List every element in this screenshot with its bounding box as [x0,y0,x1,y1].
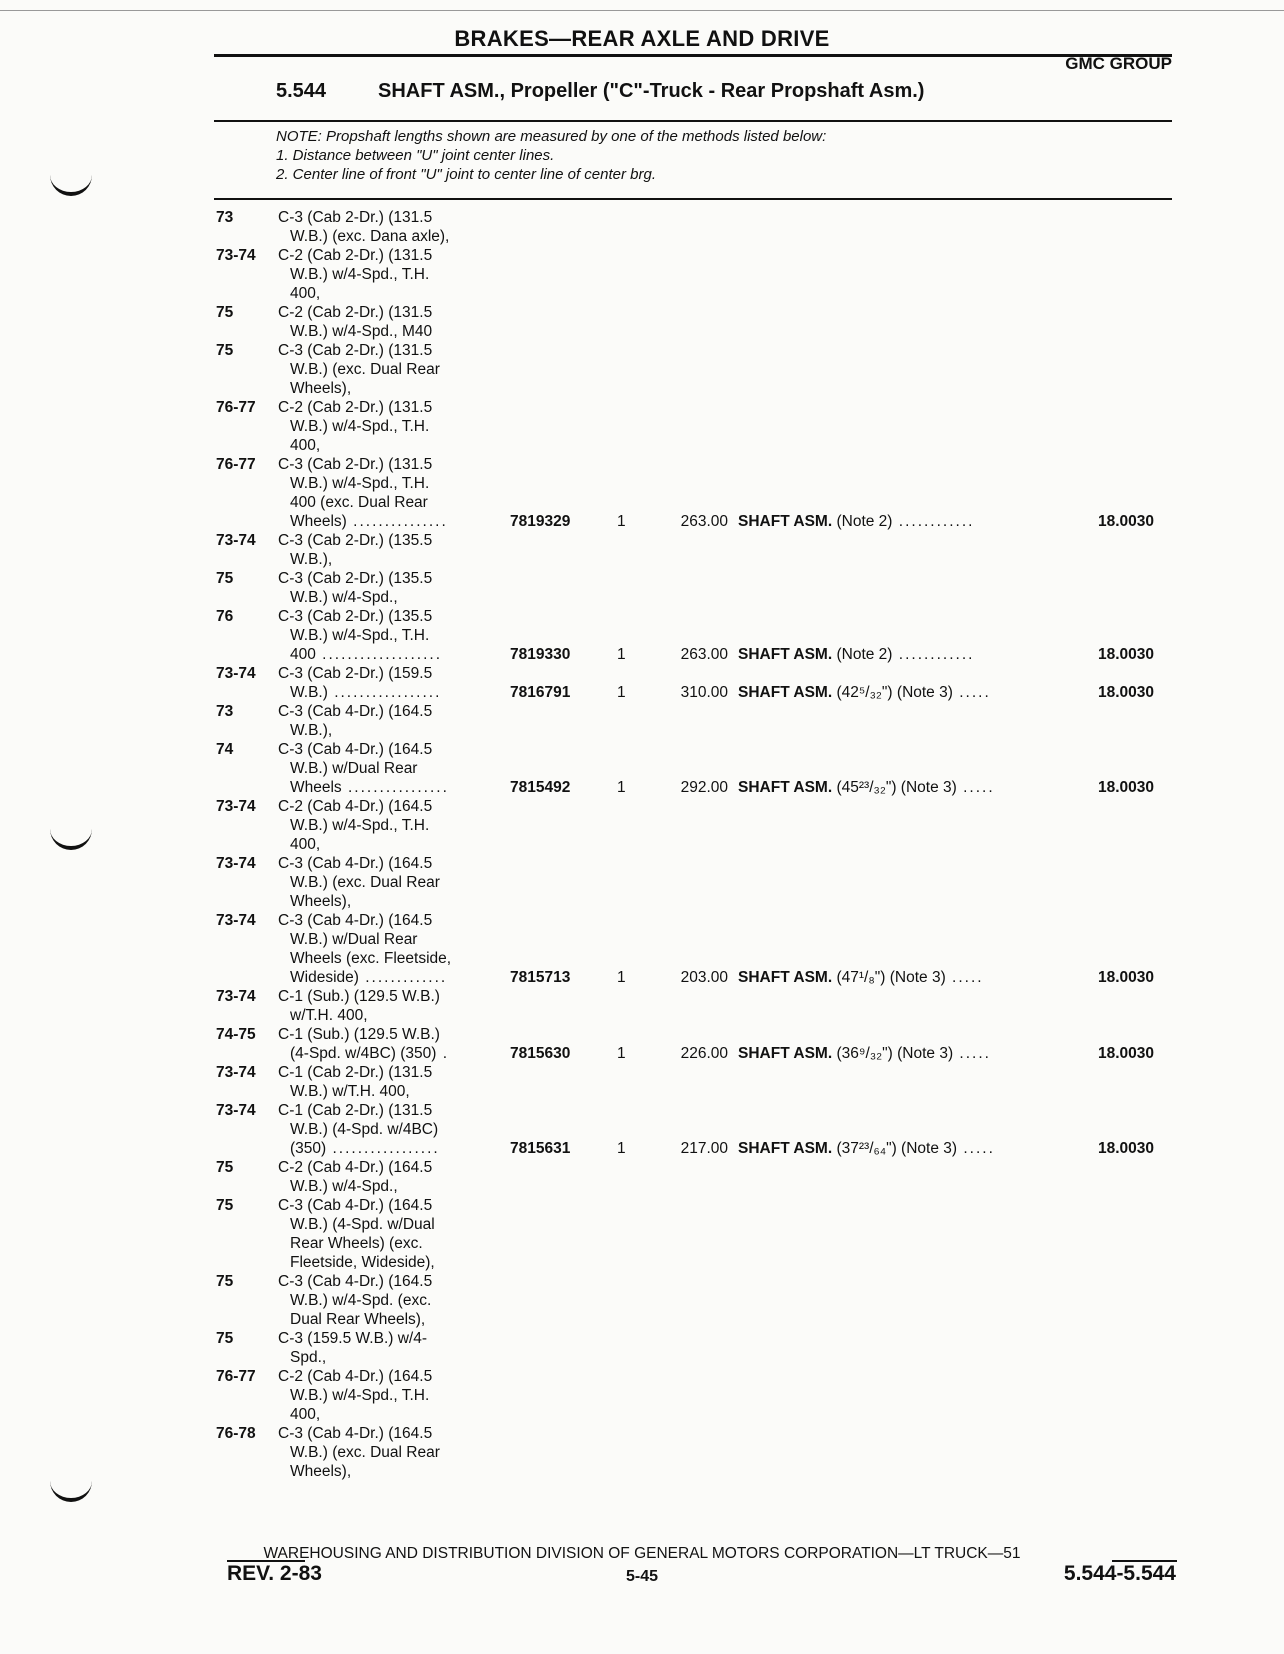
revision-label: REV. 2-83 [227,1562,322,1585]
description-line [278,1348,427,1367]
description-text: C-3 (Cab 2-Dr.) (135.5 [278,532,433,549]
description-text: W.B.) (exc. Dual Rear [290,874,440,891]
description-text: C-3 (Cab 4-Dr.) (164.5 [278,912,433,929]
description-line [278,949,451,968]
description-text: W.B.) (exc. Dana axle), [290,228,450,245]
description-line [278,1462,440,1481]
description-text: C-3 (Cab 2-Dr.) (131.5 [278,209,433,226]
application-description [278,1025,449,1063]
model-year: 74-75 [216,1026,256,1043]
description-line [278,835,432,854]
description-line [278,873,440,892]
list-item [0,797,1284,854]
list-item [0,208,1284,246]
description-line [278,436,432,455]
description-text: C-2 (Cab 2-Dr.) (131.5 [278,304,433,321]
description-line [278,1310,432,1329]
application-description [278,208,449,246]
model-year: 75 [216,570,234,587]
model-year: 76 [216,608,234,625]
description-text: W.B.) w/4-Spd., [290,589,398,606]
quantity: 1 [617,969,626,986]
leader-dots: ..... [957,1140,995,1157]
description-text: W.B.) (4-Spd. w/4BC) [290,1121,439,1138]
description-text: C-3 (Cab 2-Dr.) (135.5 [278,570,433,587]
description-line [278,227,449,246]
description-text: W.B.) w/4-Spd., [290,1178,398,1195]
description-text: Wheels), [290,1463,352,1480]
description-text: C-2 (Cab 2-Dr.) (131.5 [278,247,433,264]
note-line: 2. Center line of front "U" joint to center line of center brg. [276,166,657,183]
description-line [278,1329,427,1348]
description-text: C-3 (Cab 4-Dr.) (164.5 [278,1273,433,1290]
description-text: C-1 (Cab 2-Dr.) (131.5 [278,1102,433,1119]
description-line [278,1386,432,1405]
description-text: C-2 (Cab 2-Dr.) (131.5 [278,399,433,416]
quantity: 1 [617,646,626,663]
leader-dots: ............ [892,646,975,663]
page-header-title: BRAKES—REAR AXLE AND DRIVE [454,26,830,51]
application-description [278,1329,427,1367]
description-line [278,702,432,721]
quantity: 1 [617,684,626,701]
list-item [0,854,1284,911]
list-item [0,1367,1284,1424]
model-year: 73-74 [216,1102,256,1119]
part-name [738,512,974,531]
description-line [278,1272,432,1291]
list-item [0,1158,1284,1196]
description-text: 400 (exc. Dual Rear [290,494,428,511]
list-item [0,1196,1284,1272]
description-text: Wheels), [290,893,352,910]
group-number: 18.0030 [1098,513,1155,530]
model-year: 76-78 [216,1425,256,1442]
application-description [278,531,432,569]
description-line [278,569,432,588]
description-text: C-3 (Cab 4-Dr.) (164.5 [278,1197,433,1214]
description-line [278,493,448,512]
description-text: 400, [290,836,321,853]
part-name-main: SHAFT ASM. [738,513,833,530]
list-item [0,987,1284,1025]
application-description [278,1272,432,1329]
description-text: W.B.) w/Dual Rear [290,760,418,777]
description-text: Wheels (exc. Fleetside, [290,950,452,967]
model-year: 73-74 [216,855,256,872]
part-number: 7815631 [510,1140,571,1157]
leader-dots: ............ [892,513,975,530]
part-name [738,778,995,797]
list-item [0,531,1284,569]
list-item [0,607,1284,664]
description-text: W.B.) w/4-Spd., T.H. [290,475,430,492]
description-line [278,531,432,550]
description-line [278,1196,435,1215]
description-line [278,360,440,379]
application-description [278,607,442,664]
description-text: C-1 (Sub.) (129.5 W.B.) [278,1026,440,1043]
description-line [278,455,448,474]
description-line [278,341,440,360]
part-name [738,683,991,702]
description-text: C-2 (Cab 4-Dr.) (164.5 [278,1368,433,1385]
description-line [278,968,451,987]
quantity: 1 [617,779,626,796]
description-text: 400, [290,437,321,454]
model-year: 73-74 [216,247,256,264]
description-line [278,816,432,835]
application-description [278,664,441,702]
part-name [738,645,974,664]
description-line [278,626,442,645]
part-number: 7816791 [510,684,571,701]
application-description [278,1367,432,1424]
description-line [278,1234,435,1253]
description-text: C-1 (Sub.) (129.5 W.B.) [278,988,440,1005]
application-description [278,854,440,911]
part-name-detail: (Note 2) [836,646,893,663]
description-line [278,911,451,930]
group-number: 18.0030 [1098,684,1155,701]
description-text: Fleetside, Wideside), [290,1254,435,1271]
price: 263.00 [680,513,728,530]
description-text: W.B.) [290,684,328,701]
binder-hole-mark [50,1478,92,1502]
description-line [278,1158,432,1177]
model-year: 75 [216,1159,234,1176]
list-item [0,455,1284,531]
part-name [738,1044,991,1063]
notes-rule [214,198,1172,200]
description-line [278,854,440,873]
description-line [278,607,442,626]
model-year: 75 [216,304,234,321]
description-text: W.B.) w/4-Spd., T.H. [290,266,430,283]
description-line [278,987,440,1006]
leader-dots: ................. [327,684,442,701]
top-edge-rule [0,10,1284,11]
application-description [278,987,440,1025]
part-name-main: SHAFT ASM. [738,969,833,986]
description-text: C-3 (Cab 2-Dr.) (159.5 [278,665,433,682]
description-text: (4-Spd. w/4BC) (350) [290,1045,437,1062]
group-number: 18.0030 [1098,646,1155,663]
description-line [278,379,440,398]
description-text: Wideside) [290,969,359,986]
description-line [278,512,448,531]
application-description [278,569,432,607]
description-text: (350) [290,1140,327,1157]
description-line [278,1063,432,1082]
description-text: w/T.H. 400, [290,1007,368,1024]
list-item [0,911,1284,987]
description-text: C-3 (Cab 4-Dr.) (164.5 [278,703,433,720]
description-text: C-3 (Cab 2-Dr.) (135.5 [278,608,433,625]
list-item [0,740,1284,797]
part-number: 7819330 [510,646,571,663]
list-item [0,702,1284,740]
description-line [278,1443,440,1462]
application-description [278,1063,432,1101]
section-range: 5.544-5.544 [1063,1562,1176,1585]
application-description [278,1196,435,1272]
description-text: C-1 (Cab 2-Dr.) (131.5 [278,1064,433,1081]
description-line [278,721,432,740]
part-number: 7815630 [510,1045,571,1062]
description-line [278,740,449,759]
application-description [278,246,432,303]
model-year: 76-77 [216,456,256,473]
description-line [278,303,432,322]
description-line [278,398,432,417]
description-line [278,1139,440,1158]
description-text: Wheels), [290,380,352,397]
price: 263.00 [680,646,728,663]
part-name-main: SHAFT ASM. [738,1045,833,1062]
description-text: Wheels) [290,513,347,530]
price: 203.00 [680,969,728,986]
part-name-detail: (42⁵/₃₂") (Note 3) [836,684,953,701]
description-text: W.B.) (exc. Dual Rear [290,361,440,378]
price: 217.00 [680,1140,728,1157]
part-name-detail: (36⁹/₃₂") (Note 3) [836,1045,954,1062]
description-line [278,1367,432,1386]
part-name [738,1139,995,1158]
model-year: 76-77 [216,1368,256,1385]
group-number: 18.0030 [1098,779,1155,796]
model-year: 73-74 [216,988,256,1005]
part-number: 7815713 [510,969,571,986]
description-line [278,1082,432,1101]
application-description [278,1101,440,1158]
description-line [278,1291,432,1310]
price: 310.00 [680,684,728,701]
footer-division-text: WAREHOUSING AND DISTRIBUTION DIVISION OF GENERAL MOTORS CORPORATION—LT TRUCK—51 [263,1545,1021,1562]
description-text: C-3 (Cab 2-Dr.) (131.5 [278,456,433,473]
description-text: W.B.), [290,722,333,739]
leader-dots: ................... [315,646,443,663]
part-name [738,968,984,987]
description-line [278,645,442,664]
application-description [278,1424,440,1481]
description-line [278,1405,432,1424]
list-item [0,1424,1284,1481]
description-text: W.B.), [290,551,333,568]
description-text: W.B.) w/4-Spd., T.H. [290,1387,430,1404]
model-year: 75 [216,1273,234,1290]
description-text: Dual Rear Wheels), [290,1311,426,1328]
description-text: W.B.) w/4-Spd., T.H. [290,418,430,435]
list-item [0,1272,1284,1329]
description-text: W.B.) w/4-Spd., M40 [290,323,433,340]
description-text: C-3 (Cab 2-Dr.) (131.5 [278,342,433,359]
description-line [278,208,449,227]
list-item [0,303,1284,341]
leader-dots: ............. [358,969,448,986]
description-line [278,474,448,493]
description-line [278,265,432,284]
description-text: Wheels [290,779,342,796]
description-line [278,892,440,911]
description-line [278,1120,440,1139]
quantity: 1 [617,1045,626,1062]
part-name-detail: (47¹/₈") (Note 3) [836,969,946,986]
application-description [278,797,432,854]
section-number: 5.544 [276,80,327,102]
description-line [278,1177,432,1196]
description-text: C-2 (Cab 4-Dr.) (164.5 [278,1159,433,1176]
model-year: 76-77 [216,399,256,416]
description-line [278,683,441,702]
description-line [278,1253,435,1272]
description-line [278,1101,440,1120]
model-year: 74 [216,741,234,758]
description-line [278,759,449,778]
list-item [0,664,1284,702]
part-name-main: SHAFT ASM. [738,1140,833,1157]
description-text: C-2 (Cab 4-Dr.) (164.5 [278,798,433,815]
description-line [278,1025,449,1044]
application-description [278,740,449,797]
group-number: 18.0030 [1098,969,1155,986]
part-number: 7819329 [510,513,571,530]
group-number: 18.0030 [1098,1045,1155,1062]
model-year: 75 [216,1197,234,1214]
description-line [278,930,451,949]
section-title: SHAFT ASM., Propeller ("C"-Truck - Rear Propshaft Asm.) [378,80,925,102]
list-item [0,246,1284,303]
list-item [0,569,1284,607]
note-line: NOTE: Propshaft lengths shown are measured by one of the methods listed below: [276,128,827,145]
description-line [278,284,432,303]
leader-dots: ..... [952,684,991,701]
group-label: GMC GROUP [1065,54,1172,73]
price: 226.00 [680,1045,728,1062]
part-name-main: SHAFT ASM. [738,646,833,663]
description-text: W.B.) (exc. Dual Rear [290,1444,440,1461]
description-text: W.B.) w/4-Spd., T.H. [290,627,430,644]
description-text: W.B.) w/T.H. 400, [290,1083,410,1100]
list-item [0,1329,1284,1367]
description-text: W.B.) (4-Spd. w/Dual [290,1216,435,1233]
group-number: 18.0030 [1098,1140,1155,1157]
model-year: 73-74 [216,1064,256,1081]
leader-dots: ..... [956,779,995,796]
description-text: 400 [290,646,316,663]
model-year: 75 [216,1330,234,1347]
leader-dots: ..... [945,969,984,986]
list-item [0,1063,1284,1101]
part-name-detail: (37²³/₆₄") (Note 3) [836,1140,958,1157]
description-line [278,550,432,569]
application-description [278,455,448,531]
description-line [278,322,432,341]
description-text: Spd., [290,1349,327,1366]
application-description [278,303,432,341]
list-item [0,341,1284,398]
description-text: Rear Wheels) (exc. [290,1235,423,1252]
part-name-detail: (45²³/₃₂") (Note 3) [836,779,957,796]
part-number: 7815492 [510,779,571,796]
price: 292.00 [680,779,728,796]
note-line: 1. Distance between "U" joint center lines. [276,147,555,164]
quantity: 1 [617,513,626,530]
description-text: W.B.) w/4-Spd. (exc. [290,1292,432,1309]
model-year: 73-74 [216,912,256,929]
binder-hole-mark [50,172,92,196]
leader-dots: . [436,1045,450,1062]
description-text: 400, [290,1406,321,1423]
model-year: 73-74 [216,532,256,549]
description-text: W.B.) w/Dual Rear [290,931,418,948]
description-line [278,797,432,816]
model-year: 73 [216,209,234,226]
quantity: 1 [617,1140,626,1157]
description-text: C-3 (Cab 4-Dr.) (164.5 [278,741,433,758]
description-text: 400, [290,285,321,302]
description-line [278,417,432,436]
application-description [278,702,432,740]
description-line [278,246,432,265]
model-year: 73 [216,703,234,720]
application-description [278,1158,432,1196]
application-description [278,341,440,398]
page-number: 5-45 [625,1568,659,1585]
list-item [0,1025,1284,1063]
list-item [0,398,1284,455]
leader-dots: ................. [326,1140,440,1157]
leader-dots: ............... [346,513,448,530]
description-text: C-3 (Cab 4-Dr.) (164.5 [278,855,433,872]
section-rule [214,120,1172,122]
application-description [278,911,451,987]
list-item [0,1101,1284,1158]
description-text: C-3 (Cab 4-Dr.) (164.5 [278,1425,433,1442]
leader-dots: ................ [341,779,449,796]
model-year: 75 [216,342,234,359]
description-line [278,1006,440,1025]
model-year: 73-74 [216,665,256,682]
description-line [278,1424,440,1443]
description-text: C-3 (159.5 W.B.) w/4- [278,1330,428,1347]
part-name-main: SHAFT ASM. [738,684,833,701]
description-line [278,664,441,683]
header-rule [214,54,1172,57]
part-name-main: SHAFT ASM. [738,779,833,796]
description-line [278,1215,435,1234]
description-text: W.B.) w/4-Spd., T.H. [290,817,430,834]
notes-block [276,127,826,184]
description-line [278,778,449,797]
description-line [278,1044,449,1063]
part-name-detail: (Note 2) [836,513,893,530]
description-line [278,588,432,607]
application-description [278,398,432,455]
leader-dots: ..... [953,1045,991,1062]
model-year: 73-74 [216,798,256,815]
